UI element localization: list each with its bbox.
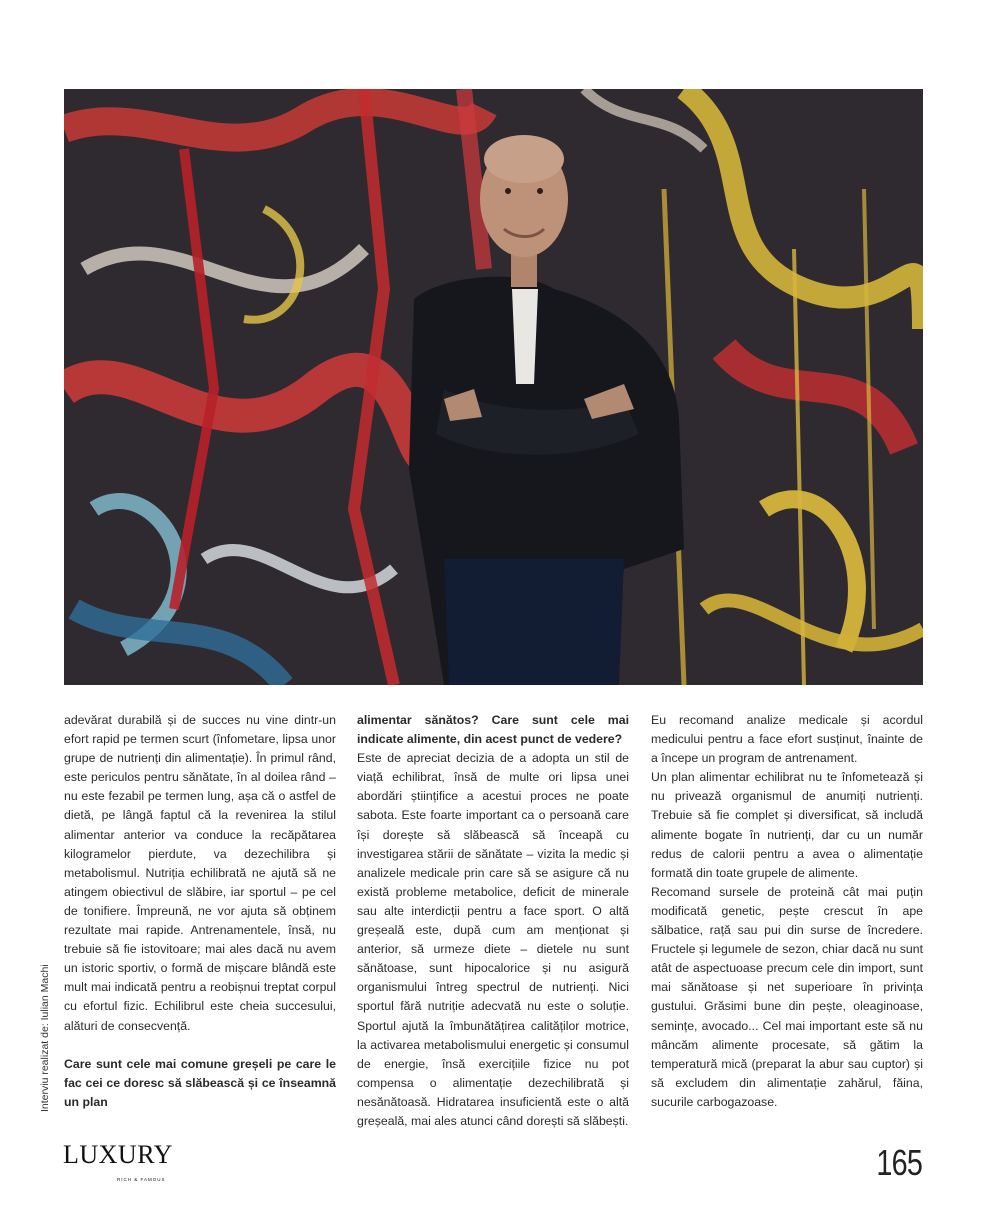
hero-photo (64, 89, 923, 685)
magazine-logo (63, 1140, 173, 1182)
logo-tagline: RICH & FAMOUS (117, 1177, 166, 1182)
paragraph: adevărat durabilă și de succes nu vine dintr-un efort rapid pe termen scurt (înfometare, lipsa unor grupe de nutrienți din alimentație). În primul rând, este periculos pentru sănătate, în al doilea rând – nu este fezabil pe termen lung, așa că o astfel de dietă, pe lângă faptul că la revenirea la stilul alimentar anterior va conduce la recăpătarea kilogramelor pierdute, va dezechilibra și metabolismul. Nutriția echilibrată ne ajută să ne atingem obiectivul de slăbire, iar sportul – pe cel de tonifiere. Împreună, ne vor ajuta să obținem rezultate mai rapide. Antrenamentele, însă, nu trebuie să fie istovitoare; mai ales dacă nu avem un istoric sportiv, o formă de mișcare blândă este mult mai indicată pentru a reobișnui treptat corpul cu efortul fizic. Echilibrul este cheia succesului, alături de consecvență. (64, 713, 336, 1033)
paragraph: Eu recomand analize medicale și acordul medicului pentru a face efort susținut, înainte de a începe un program de antrenament. (651, 713, 923, 766)
page-number: 165 (876, 1142, 922, 1183)
logo-name: LUXURY (63, 1140, 173, 1169)
article-column-3 (651, 711, 923, 1112)
byline: Interviu realizat de: Iulian Machi (39, 964, 51, 1112)
paragraph: Un plan alimentar echilibrat nu te înfometează și nu privează organismul de anumiți nutrienți. Trebuie să fie complet și diversificat, să includă alimente bogate în nutrienți, dar cu un număr redus de calorii pentru a avea o alimentație formată din toate grupele de alimente. (651, 770, 923, 880)
paragraph: Recomand sursele de proteină cât mai puțin modificată genetic, pește crescut în ape sălbatice, rață sau pui din surse de încredere. Fructele și legumele de sezon, chiar dacă nu sunt atât de aspectuoase precum cele din import, sunt mai sănătoase și net superioare în privința gustului. Grăsimi bune din pește, oleaginoase, semințe, avocado... Cel mai important este să nu mâncăm alimente procesate, să gătim la temperatură mică (preparat la abur sau cuptor) și să excludem din alimentație zahărul, făina, sucurile carbogazoase. (651, 884, 923, 1109)
article-column-1 (64, 711, 336, 1112)
article-column-2 (357, 711, 629, 1131)
interview-question: Care sunt cele mai comune greșeli pe care le fac cei ce doresc să slăbească și ce înseamnă un plan (64, 1056, 336, 1109)
paragraph: Este de apreciat decizia de a adopta un stil de viață echilibrat, însă de multe ori lipsa unei abordări științifice a acestui proces ne poate sabota. Este foarte important ca o persoană care își dorește să slăbească să înceapă cu investigarea stării de sănătate – vizita la medic și analizele medicale prin care să se asigure că nu există probleme metabolice, deficit de minerale sau alte interdicții pentru a face sport. O altă greșeală este, după cum am menționat și anterior, să urmeze diete – dietele nu sunt sănătoase, sunt hipocalorice și nu asigură organismului întreg spectrul de nutrienți. Nici sportul fără nutriție adecvată nu este o soluție. Sportul ajută la îmbunătățirea calităților motrice, la activarea metabolismului energetic și consumul de energie, însă exercițiile fizice nu pot compensa o alimentație dezechilibrată și nesănătoasă. Hidratarea insuficientă este o altă greșeală, mai ales atunci când dorești să slăbești. (357, 751, 629, 1128)
graffiti-portrait-image (64, 89, 923, 685)
interview-question: alimentar sănătos? Care sunt cele mai indicate alimente, din acest punct de vedere? (357, 713, 629, 747)
